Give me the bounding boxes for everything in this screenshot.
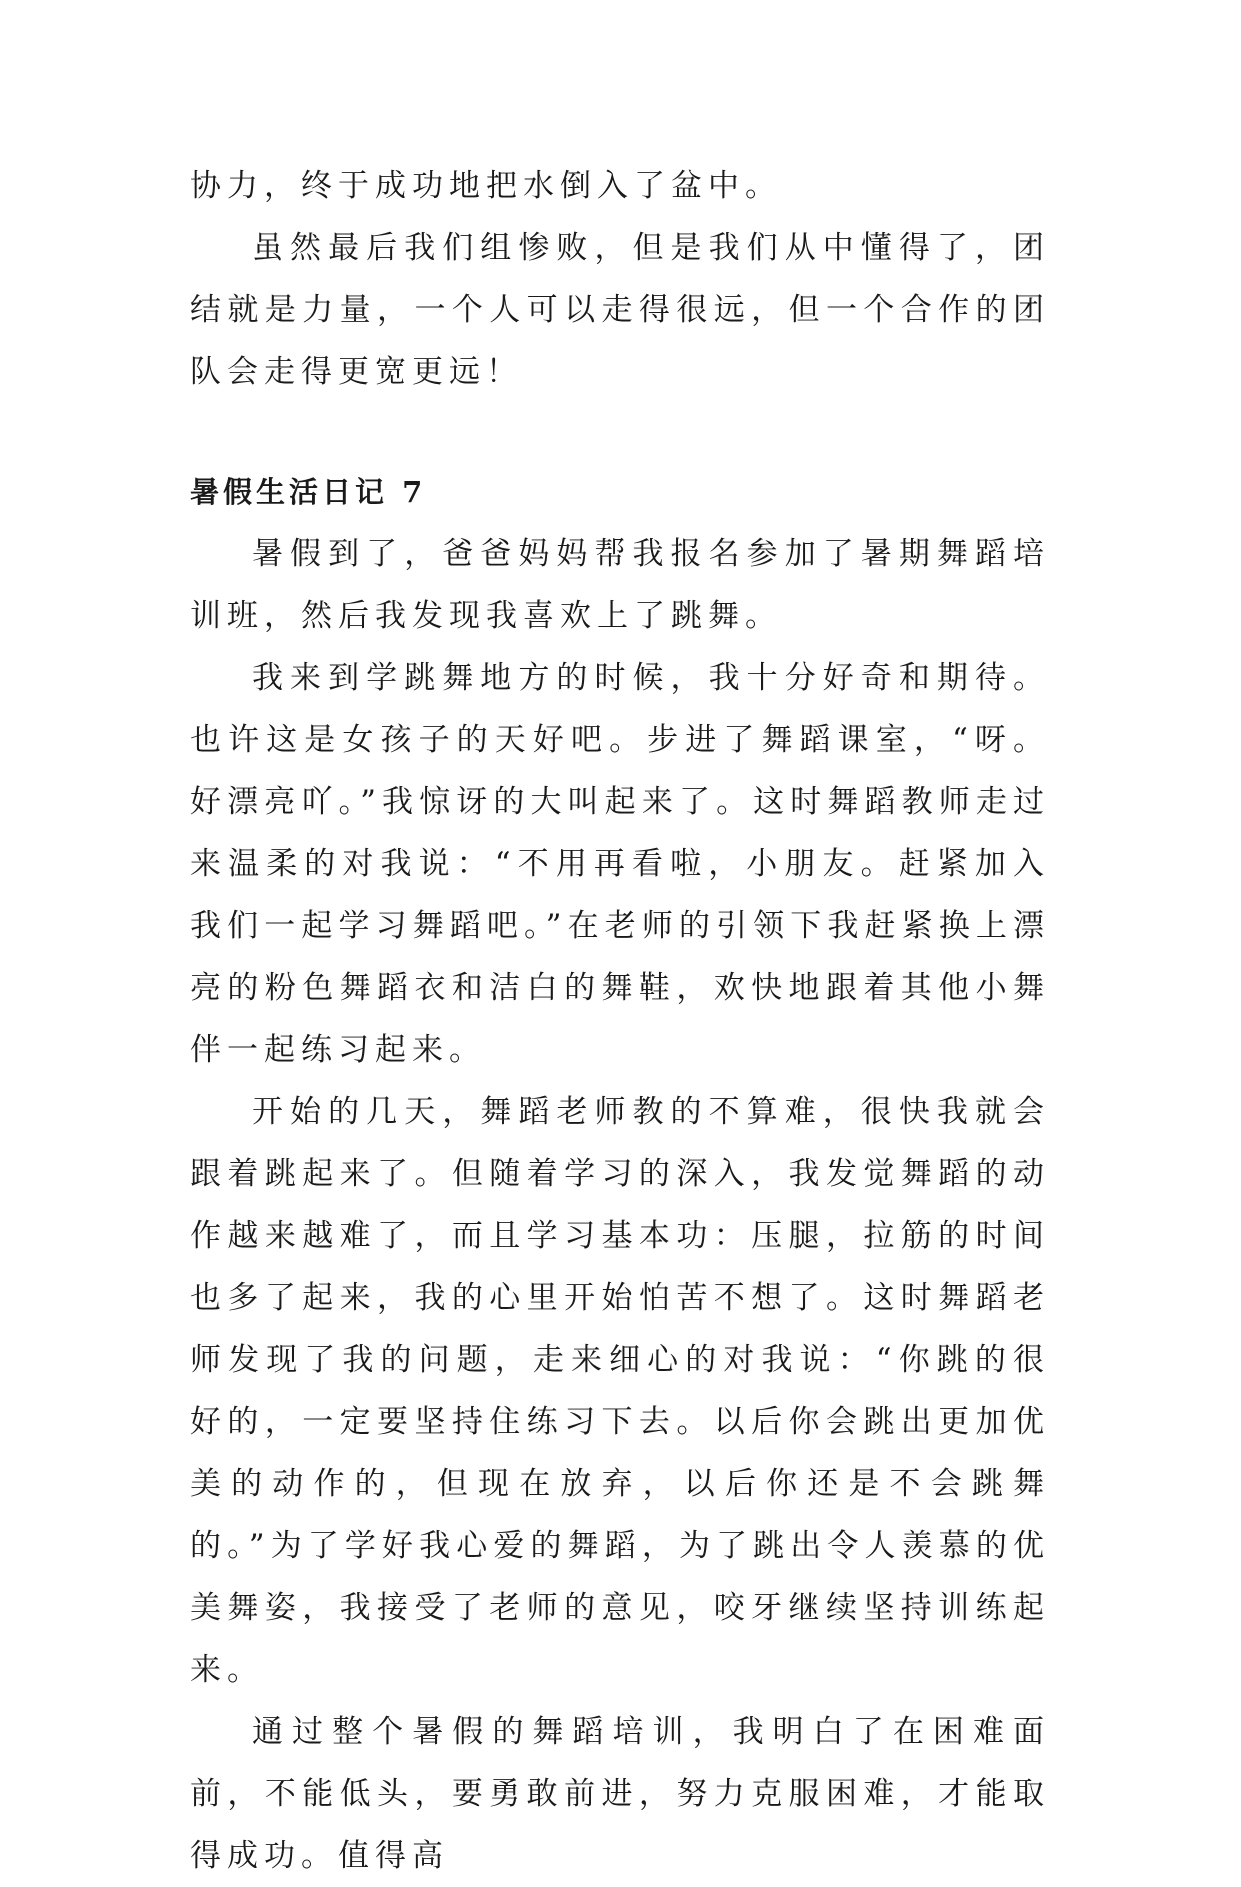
- paragraph-continued: 协力，终于成功地把水倒入了盆中。: [190, 168, 782, 204]
- section-title: 暑假生活日记 7: [190, 475, 427, 509]
- paragraph-2: 我来到学跳舞地方的时候，我十分好奇和期待。也许这是女孩子的天好吧。步进了舞蹈课室，“呀。好漂亮吖。”我惊讶的大叫起来了。这时舞蹈教师走过来温柔的对我说：“不用再看啦，小朋友。赶紧加入我们一起学习舞蹈吧。”在老师的引领下我赶紧换上漂亮的粉色舞蹈衣和洁白的舞鞋，欢快地跟着其他小舞伴一起练习起来。: [190, 660, 1050, 1068]
- paragraph-4: 通过整个暑假的舞蹈培训，我明白了在困难面前，不能低头，要勇敢前进，努力克服困难，才能取得成功。值得高: [190, 1714, 1050, 1874]
- paragraph-conclusion: 虽然最后我们组惨败，但是我们从中懂得了，团结就是力量，一个人可以走得很远，但一个合作的团队会走得更宽更远！: [190, 230, 1050, 390]
- section-gap: [190, 403, 1050, 461]
- document-body: [190, 155, 1050, 1887]
- paragraph-3: 开始的几天，舞蹈老师教的不算难，很快我就会跟着跳起来了。但随着学习的深入，我发觉舞蹈的动作越来越难了，而且学习基本功：压腿，拉筋的时间也多了起来，我的心里开始怕苦不想了。这时舞蹈老师发现了我的问题，走来细心的对我说：“你跳的很好的，一定要坚持住练习下去。以后你会跳出更加优美的动作的，但现在放弃，以后你还是不会跳舞的。”为了学好我心爱的舞蹈，为了跳出令人羡慕的优美舞姿，我接受了老师的意见，咬牙继续坚持训练起来。: [190, 1094, 1050, 1688]
- paragraph-1: 暑假到了，爸爸妈妈帮我报名参加了暑期舞蹈培训班，然后我发现我喜欢上了跳舞。: [190, 536, 1050, 634]
